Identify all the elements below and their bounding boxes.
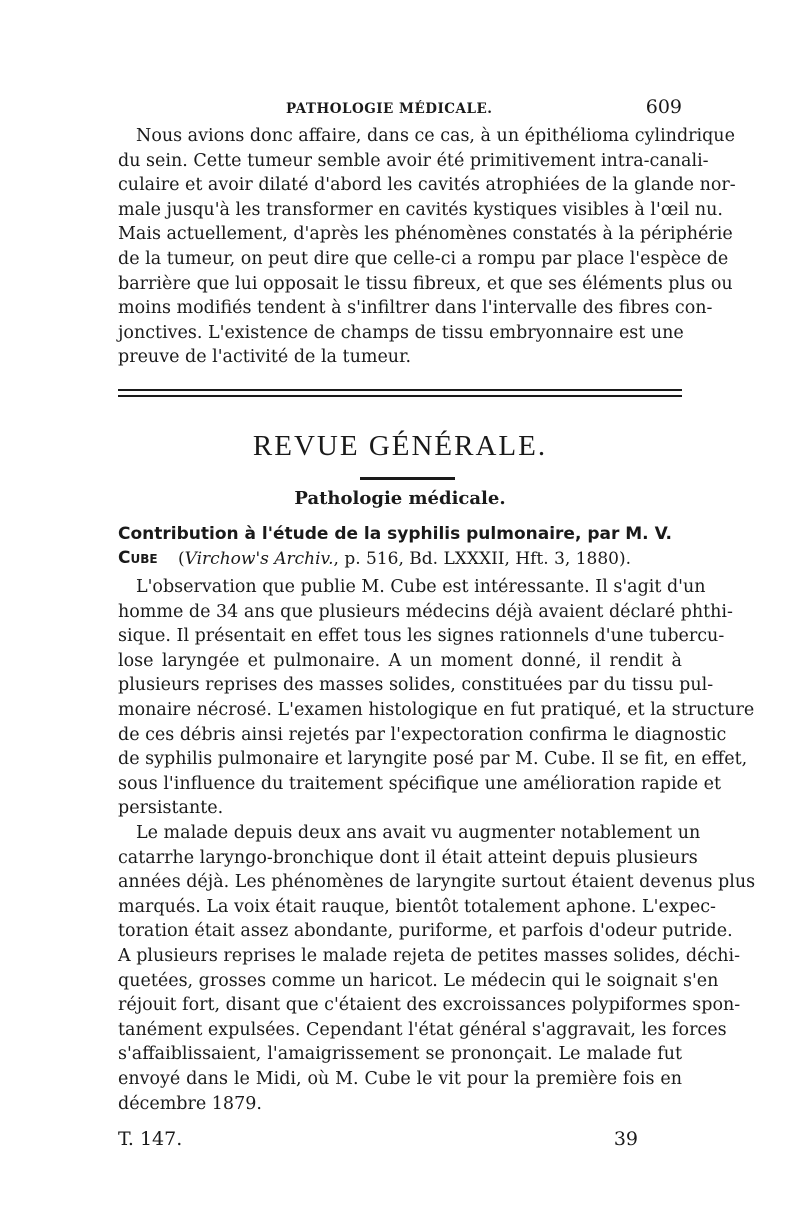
text-line: toration était assez abondante, puriforme, et parfois d'odeur putride. [118,921,733,942]
text-line: preuve de l'activité de la tumeur. [118,347,412,368]
article-reference [178,547,631,571]
text-line: lose laryngée et pulmonaire. A un moment donné, il rendit à [118,650,682,671]
body-paragraph-1 [118,575,755,821]
text-line: male jusqu'à les transformer en cavités kystiques visibles à l'œil nu. [118,199,723,220]
text-line: Nous avions donc affaire, dans ce cas, à un épithélioma cylindrique [136,126,735,146]
text-line: catarrhe laryngo-bronchique dont il était atteint depuis plusieurs [118,847,698,868]
article-author: Cube [118,548,158,568]
article-title-text: Contribution à l'étude de la syphilis pulmonaire, par M. V. [118,524,672,544]
text-line: marqués. La voix était rauque, bientôt totalement aphone. L'expec- [118,896,716,917]
text-line: quetées, grosses comme un haricot. Le médecin qui le soignait s'en [118,970,719,991]
text-line: monaire nécrosé. L'examen histologique en fut pratiqué, et la structure [118,699,755,720]
text-line: barrière que lui opposait le tissu fibreux, et que ses éléments plus ou [118,273,733,294]
text-line: Mais actuellement, d'après les phénomènes constatés à la périphérie [118,224,733,245]
text-line: de la tumeur, on peut dire que celle-ci a rompu par place l'espèce de [118,248,729,269]
text-line: sique. Il présentait en effet tous les signes rationnels d'une tubercu- [118,626,725,647]
text-line: moins modifiés tendent à s'infiltrer dans l'intervalle des fibres con- [118,298,713,319]
page-number: 609 [645,96,682,118]
section-title: REVUE GÉNÉRALE. [252,430,548,462]
running-title: PATHOLOGIE MÉDICALE. [286,101,493,117]
text-line: homme de 34 ans que plusieurs médecins déjà avaient déclaré phthi- [118,601,733,622]
body-paragraph-2 [118,821,756,1116]
text-line: sous l'influence du traitement spécifique une amélioration rapide et [118,773,722,794]
intro-paragraph [118,124,736,370]
page-footer [118,1128,638,1150]
text-line: plusieurs reprises des masses solides, constituées par du tissu pul- [118,675,714,696]
double-rule-divider [118,389,682,401]
volume-number: T. 147. [118,1128,183,1150]
text-line: de ces débris ainsi rejetés par l'expectoration confirma le diagnostic [118,724,727,745]
text-line: réjouit fort, disant que c'étaient des excroissances polypiformes spon- [118,995,741,1016]
text-line: L'observation que publie M. Cube est intéressante. Il s'agit d'un [136,577,706,597]
text-line: persistante. [118,798,224,819]
text-line: envoyé dans le Midi, où M. Cube le vit pour la première fois en [118,1068,682,1089]
text-line: de syphilis pulmonaire et laryngite posé par M. Cube. Il se fit, en effet, [118,749,748,770]
title-underline [360,477,455,480]
ref-details: , p. 516, Bd. LXXXII, Hft. 3, 1880). [333,549,631,569]
subsection-title: Pathologie médicale. [294,488,506,509]
text-line: jonctives. L'existence de champs de tissu embryonnaire est une [118,322,684,343]
text-line: décembre 1879. [118,1093,262,1114]
text-line: A plusieurs reprises le malade rejeta de petites masses solides, déchi- [118,945,741,966]
text-line: tanément expulsées. Cependant l'état général s'aggravait, les forces [118,1019,727,1040]
divider-line [118,389,682,391]
signature-mark: 39 [613,1128,638,1150]
text-line: années déjà. Les phénomènes de laryngite surtout étaient devenus plus [118,872,756,893]
divider-line [118,395,682,397]
ref-open-paren: ( [178,549,185,569]
text-line: Le malade depuis deux ans avait vu augmenter notablement un [136,823,701,843]
text-line: culaire et avoir dilaté d'abord les cavités atrophiées de la glande nor- [118,175,736,196]
journal-name: Virchow's Archiv. [184,549,334,569]
running-header [118,96,682,118]
text-line: du sein. Cette tumeur semble avoir été primitivement intra-canali- [118,150,709,171]
text-line: s'affaiblissaient, l'amaigrissement se prononçait. Le malade fut [118,1044,682,1065]
